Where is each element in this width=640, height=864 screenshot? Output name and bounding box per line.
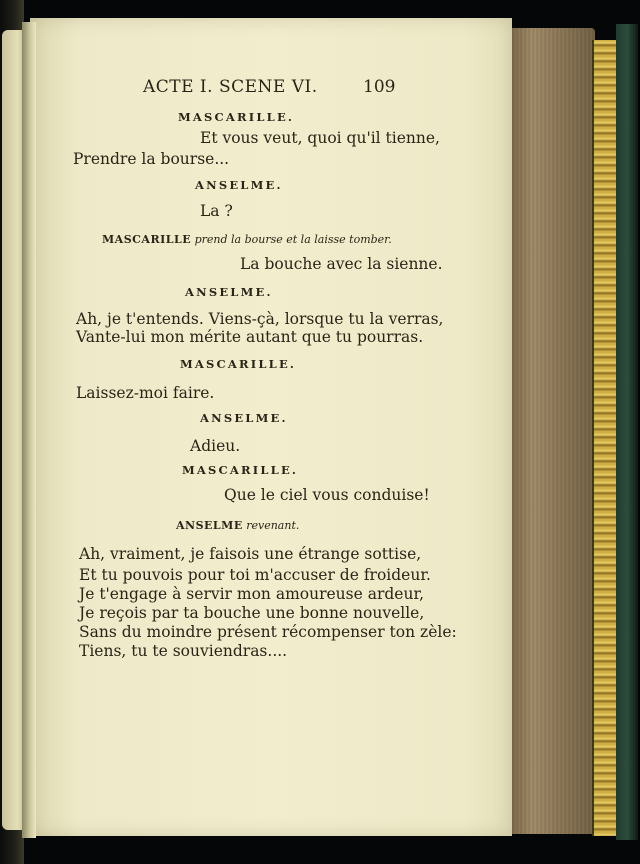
stage-direction: [102, 233, 392, 246]
speaker-name: MASCARILLE.: [178, 110, 295, 124]
verse-line: Vante-lui mon mérite autant que tu pourras.: [76, 328, 424, 346]
verse-line: La ?: [200, 202, 233, 220]
verse-line: Et vous veut, quoi qu'il tienne,: [200, 129, 440, 147]
verse-line: Ah, vraiment, je faisois une étrange sottise,: [79, 545, 422, 563]
verse-line: Ah, je t'entends. Viens-çà, lorsque tu la verras,: [76, 310, 444, 328]
page-gutter: [22, 22, 36, 838]
speaker-name: MASCARILLE.: [180, 357, 297, 371]
speaker-name: ANSELME.: [185, 285, 273, 299]
running-title: ACTE I. SCENE VI.: [143, 77, 318, 97]
speaker-name: ANSELME.: [195, 178, 283, 192]
verse-line: Sans du moindre présent récompenser ton zèle:: [79, 623, 457, 641]
stage-direction-speaker: ANSELME: [176, 519, 243, 532]
verse-line: Je reçois par ta bouche une bonne nouvelle,: [79, 604, 425, 622]
verse-line: Prendre la bourse...: [73, 150, 230, 168]
verse-line: Adieu.: [190, 437, 241, 455]
verse-line: Laissez-moi faire.: [76, 384, 215, 402]
stage-direction: [176, 519, 299, 532]
stage-direction-text: revenant.: [246, 519, 300, 532]
stage-direction-speaker: MASCARILLE: [102, 233, 192, 246]
page-number: 109: [363, 77, 396, 97]
page-block-shadow: [505, 28, 595, 834]
book-binding-right: [616, 24, 638, 840]
verse-line: Que le ciel vous conduise!: [224, 486, 430, 504]
verse-line: Je t'engage à servir mon amoureuse ardeur,: [79, 585, 425, 603]
verse-line: La bouche avec la sienne.: [240, 255, 443, 273]
speaker-name: ANSELME.: [200, 411, 288, 425]
stage-direction-text: prend la bourse et la laisse tomber.: [194, 233, 392, 246]
verse-line: Et tu pouvois pour toi m'accuser de froideur.: [79, 566, 431, 584]
verse-line: Tiens, tu te souviendras....: [79, 642, 288, 660]
speaker-name: MASCARILLE.: [182, 463, 299, 477]
